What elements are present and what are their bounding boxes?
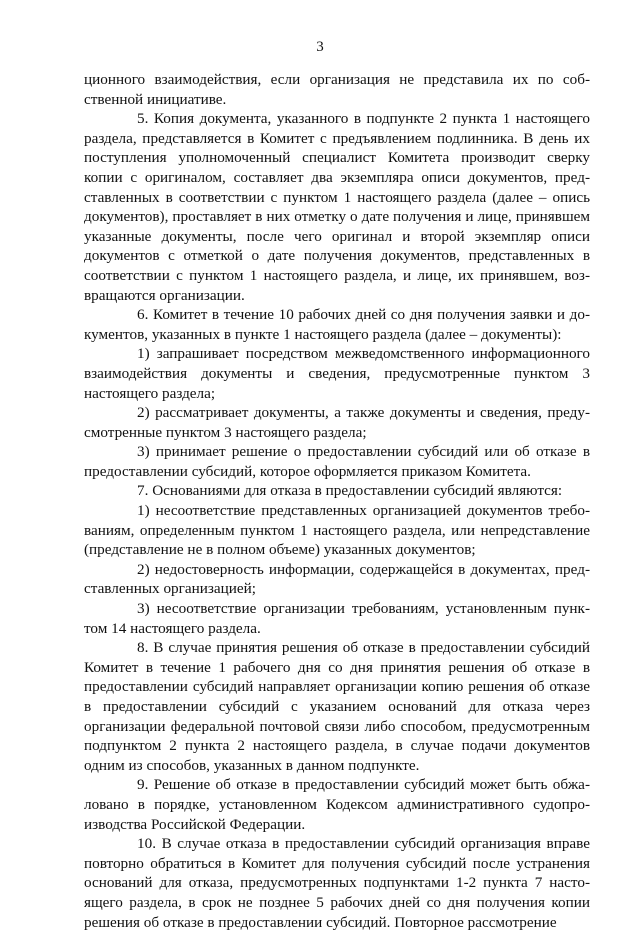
page-number: 3 (316, 39, 324, 55)
subitem-6-2: 2) рассматривает документы, а также документы и сведения, предусмотренные пунктом 3 настоящего раздела; (84, 404, 590, 441)
paragraph-item-10: 10. В случае отказа в предоставлении субсидий организация вправе повторно обратиться в Комитет для получения субсидий после устранения оснований для отказа, предусмотренных подпунктами 1-2 пункта 7 настоящего раздела, в срок не позднее 5 рабочих дней со дня получения копии решения об отказе в предоставлении субсидий. Повторное рассмотрение (84, 835, 590, 931)
paragraph-item-6: 6. Комитет в течение 10 рабочих дней со дня получения заявки и документов, указанных в пункте 1 настоящего раздела (далее – документы): (84, 306, 590, 343)
subitem-7-2: 2) недостоверность информации, содержащейся в документах, представленных организацией; (84, 560, 590, 598)
paragraph-item-8: 8. В случае принятия решения об отказе в предоставлении субсидий Комитет в течение 1 рабочего дня со дня принятия решения об отказе в предоставлении субсидий направляет организации копию решения об отказе в предоставлении субсидий с указанием оснований для отказа через организации федеральной почтовой связи либо способом, предусмотренным подпунктом 2 пункта 2 настоящего раздела, в случае подачи документов одним из способов, указанных в данном подпункте. (84, 639, 590, 774)
document-body (84, 70, 590, 932)
paragraph-item-7: 7. Основаниями для отказа в предоставлении субсидий являются: (137, 482, 563, 500)
paragraph-item-9: 9. Решение об отказе в предоставлении субсидий может быть обжаловано в порядке, установленном Кодексом административного судопроизводства Российской Федерации. (84, 776, 590, 833)
paragraph-item-5: 5. Копия документа, указанного в подпункте 2 пункта 1 настоящего раздела, представляется в Комитет с предъявлением подлинника. В день их поступления уполномоченный специалист Комитета производит сверку копии с оригиналом, составляет два экземпляра описи документов, представленных в соответствии с пунктом 1 настоящего раздела (далее – опись документов), проставляет в них отметку о дате получения и лице, принявшем указанные документы, после чего оригинал и второй экземпляр описи документов с отметкой о дате получения документов, представленных в соответствии с пунктом 1 настоящего раздела, и лице, их принявшем, возвращаются организации. (84, 110, 590, 304)
subitem-7-1: 1) несоответствие представленных организацией документов требованиям, определенным пунктом 1 настоящего раздела, или непредставление (представление не в полном объеме) указанных документов; (84, 502, 590, 559)
paragraph-continuation: ционного взаимодействия, если организация не представила их по собственной инициативе. (84, 71, 590, 108)
subitem-7-3: 3) несоответствие организации требованиям, установленным пунктом 14 настоящего раздела. (84, 600, 590, 637)
subitem-6-1: 1) запрашивает посредством межведомственного информационного взаимодействия документы и сведения, предусмотренные пунктом 3 настоящего раздела; (84, 345, 590, 402)
subitem-6-3: 3) принимает решение о предоставлении субсидий или об отказе в предоставлении субсидий, которое оформляется приказом Комитета. (84, 443, 590, 480)
